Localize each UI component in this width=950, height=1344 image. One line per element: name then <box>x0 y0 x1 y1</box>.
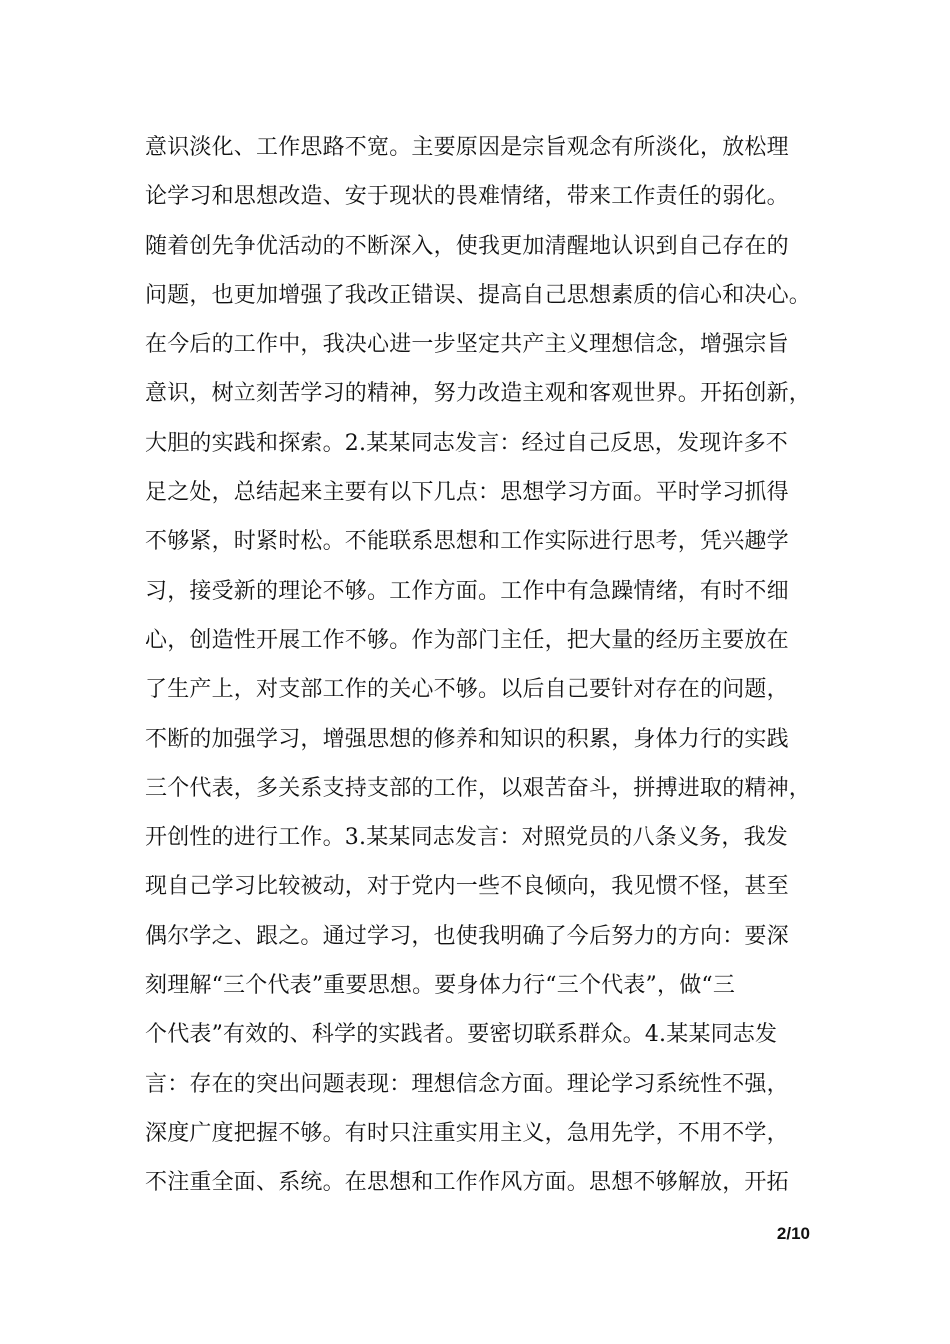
text-line: 三个代表，多关系支持支部的工作，以艰苦奋斗，拼搏进取的精神， <box>145 775 812 801</box>
text-line: 开创性的进行工作。3.某某同志发言：对照党员的八条义务，我发 <box>145 825 788 851</box>
text-line: 现自己学习比较被动，对于党内一些不良倾向，我见惯不怪，甚至 <box>145 874 789 900</box>
text-line: 不注重全面、系统。在思想和工作作风方面。思想不够解放，开拓 <box>145 1170 789 1196</box>
text-line: 在今后的工作中，我决心进一步坚定共产主义理想信念，增强宗旨 <box>145 332 789 358</box>
text-line: 偶尔学之、跟之。通过学习，也使我明确了今后努力的方向：要深 <box>145 923 789 949</box>
text-line: 深度广度把握不够。有时只注重实用主义，急用先学，不用不学， <box>145 1120 789 1146</box>
text-line: 不断的加强学习，增强思想的修养和知识的积累，身体力行的实践 <box>145 726 789 752</box>
body-text <box>145 128 825 1213</box>
text-line: 言：存在的突出问题表现：理想信念方面。理论学习系统性不强， <box>145 1071 789 1097</box>
text-line: 习，接受新的理论不够。工作方面。工作中有急躁情绪，有时不细 <box>145 578 789 604</box>
text-line: 问题，也更加增强了我改正错误、提高自己思想素质的信心和决心。 <box>145 282 812 308</box>
text-line: 足之处，总结起来主要有以下几点：思想学习方面。平时学习抓得 <box>145 480 789 506</box>
page-number: 2/10 <box>776 1224 810 1243</box>
text-line: 刻理解“三个代表”重要思想。要身体力行“三个代表”，做“三 <box>145 973 736 999</box>
text-line: 大胆的实践和探索。2.某某同志发言：经过自己反思，发现许多不 <box>145 430 788 456</box>
text-line: 论学习和思想改造、安于现状的畏难情绪，带来工作责任的弱化。 <box>145 184 789 210</box>
text-line: 个代表”有效的、科学的实践者。要密切联系群众。4.某某同志发 <box>145 1022 778 1048</box>
text-line: 心，创造性开展工作不够。作为部门主任，把大量的经历主要放在 <box>145 627 789 653</box>
text-line: 意识淡化、工作思路不宽。主要原因是宗旨观念有所淡化，放松理 <box>145 135 789 160</box>
text-line: 了生产上，对支部工作的关心不够。以后自己要针对存在的问题， <box>145 677 789 703</box>
text-line: 不够紧，时紧时松。不能联系思想和工作实际进行思考，凭兴趣学 <box>145 529 789 555</box>
text-line: 随着创先争优活动的不断深入，使我更加清醒地认识到自己存在的 <box>145 233 789 259</box>
text-line: 意识，树立刻苦学习的精神，努力改造主观和客观世界。开拓创新， <box>145 381 812 407</box>
